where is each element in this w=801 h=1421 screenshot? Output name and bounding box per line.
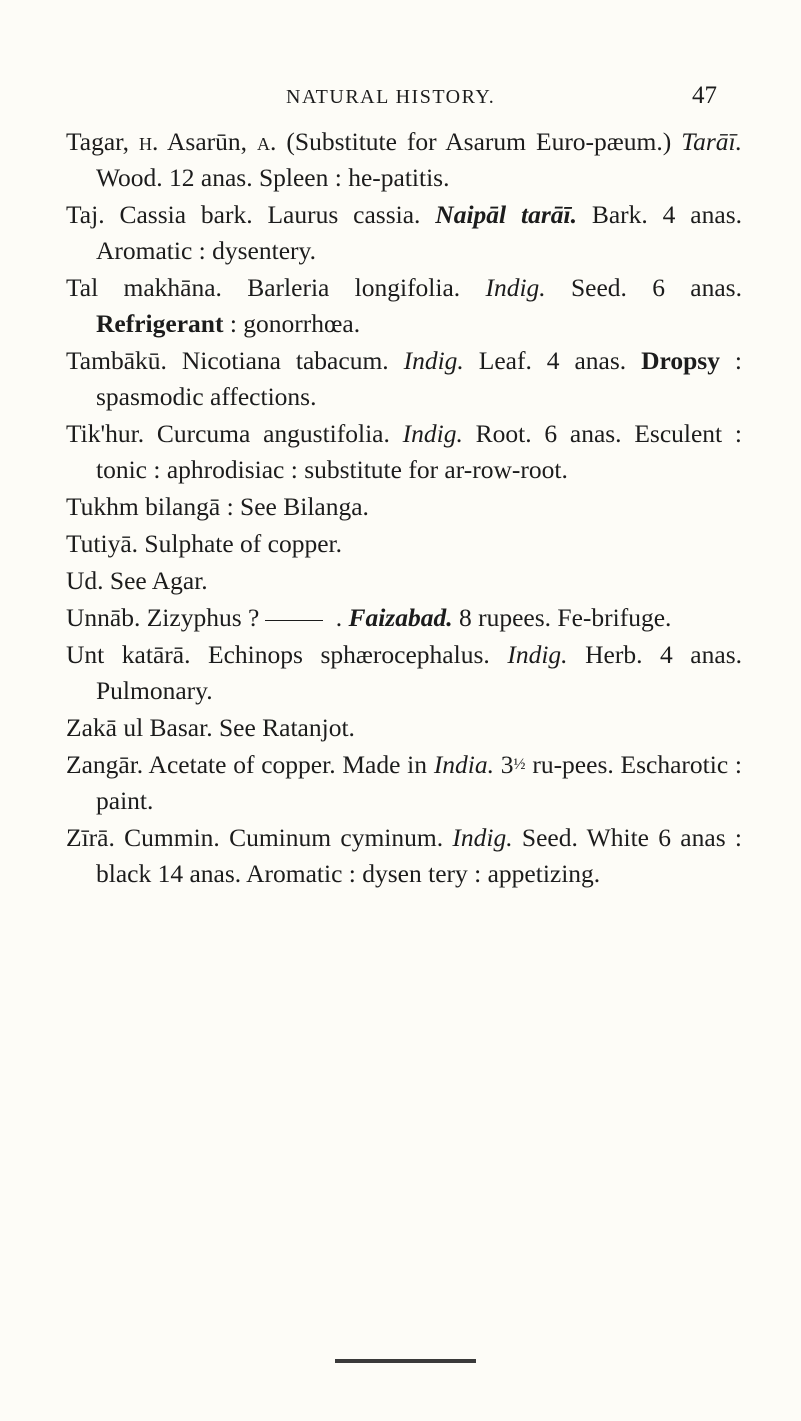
- entry-unnab: Unnāb. Zizyphus ? . Faizabad. 8 rupees. Fe-brifuge.: [66, 603, 672, 632]
- entry-tukhm-bilanga: Tukhm bilangā : See Bilanga.: [66, 492, 369, 521]
- omission-dash: [265, 620, 323, 621]
- entry-tagar: Tagar, h. Asarūn, a. (Substitute for Asarum Euro-pæum.) Tarāī. Wood. 12 anas. Spleen : he-patitis.: [66, 127, 742, 192]
- source-place: Naipāl tarāī.: [435, 200, 577, 229]
- language-label: a.: [257, 127, 277, 156]
- headword: Unnāb.: [66, 603, 141, 632]
- page-number: 47: [692, 82, 717, 109]
- page-header: [0, 82, 801, 112]
- headword: Zīrā.: [66, 823, 115, 852]
- language-label: h.: [139, 127, 159, 156]
- entry-ud: Ud. See Agar.: [66, 566, 208, 595]
- source-place: Indig.: [403, 346, 464, 375]
- headword: Ud.: [66, 566, 104, 595]
- running-head: NATURAL HISTORY.: [286, 86, 496, 108]
- source-place: India.: [433, 750, 495, 779]
- entry-taj: Taj. Cassia bark. Laurus cassia. Naipāl tarāī. Bark. 4 anas. Aromatic : dysentery.: [66, 200, 742, 265]
- headword: Tal makhāna.: [66, 273, 222, 302]
- entry-zangar: Zangār. Acetate of copper. Made in India. 3½ ru-pees. Escharotic : paint.: [66, 750, 743, 815]
- entry-tikhur: Tik'hur. Curcuma angustifolia. Indig. Root. 6 anas. Esculent : tonic : aphrodisiac : substitute for ar-row-root.: [66, 419, 742, 484]
- headword: Tambākū.: [66, 346, 167, 375]
- headword: Tagar,: [66, 127, 130, 156]
- source-place: Indig.: [485, 273, 546, 302]
- source-place: Faizabad.: [348, 603, 453, 632]
- headword: Taj.: [66, 200, 105, 229]
- entry-tambaku: Tambākū. Nicotiana tabacum. Indig. Leaf. 4 anas. Dropsy : spasmodic affections.: [66, 346, 743, 411]
- use-term: Refrigerant: [96, 309, 224, 338]
- headword: Tik'hur.: [66, 419, 145, 448]
- headword: Tukhm bilangā: [66, 492, 221, 521]
- headword: Tutiyā.: [66, 529, 139, 558]
- entry-tutiya: Tutiyā. Sulphate of copper.: [66, 529, 342, 558]
- source-place: Indig.: [452, 823, 513, 852]
- entry-list: [66, 124, 742, 893]
- source-place: Indig.: [402, 419, 463, 448]
- headword: Unt katārā.: [66, 640, 191, 669]
- entry-tal-makhana: Tal makhāna. Barleria longifolia. Indig. Seed. 6 anas. Refrigerant : gonorrhœa.: [66, 273, 742, 338]
- headword: Zangār.: [66, 750, 144, 779]
- footer-rule: [335, 1359, 476, 1363]
- headword: Zakā ul Basar.: [66, 713, 213, 742]
- source-place: Tarāī.: [681, 127, 742, 156]
- use-term: Dropsy: [641, 346, 720, 375]
- entry-zira: Zīrā. Cummin. Cuminum cyminum. Indig. Seed. White 6 anas : black 14 anas. Aromatic : dysen tery : appetizing.: [66, 823, 742, 888]
- source-place: Indig.: [507, 640, 568, 669]
- entry-zaka-ul-basar: Zakā ul Basar. See Ratanjot.: [66, 713, 355, 742]
- fraction: ½: [513, 756, 526, 773]
- entry-unt-katara: Unt katārā. Echinops sphærocephalus. Indig. Herb. 4 anas. Pulmonary.: [66, 640, 742, 705]
